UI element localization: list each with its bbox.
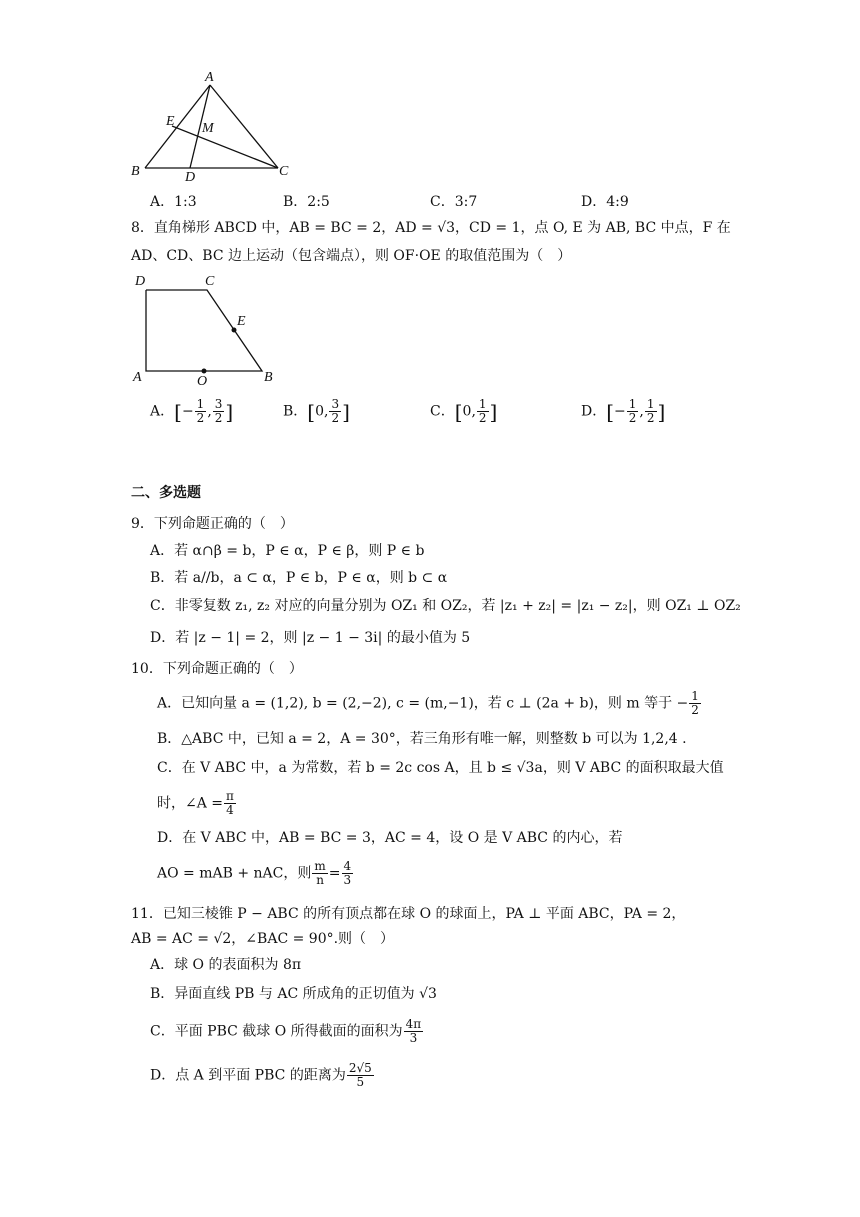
q10-a-text: A．已知向量 a = (1,2), b = (2,−2), c = (m,−1)，若 c ⊥ (2a + b)，则 m 等于 − (157, 695, 689, 712)
q9-option-c[interactable]: C．非零复数 z₁, z₂ 对应的向量分别为 OZ₁ 和 OZ₂，若 |z₁ + z₂| = |z₁ − z₂|，则 OZ₁ ⊥ OZ₂ (150, 598, 741, 614)
q8-label-D: D (135, 274, 146, 289)
q10-c-text: 时，∠A = (157, 795, 224, 812)
q8-option-a[interactable] (150, 398, 233, 425)
q7-label-A: A (205, 70, 214, 85)
q8-trapezoid-figure (0, 0, 860, 424)
q7-option-b[interactable]: B．2:5 (283, 194, 330, 210)
q10-stem: 10．下列命题正确的（ ） (131, 661, 303, 677)
q11-option-a[interactable]: A．球 O 的表面积为 8π (150, 957, 302, 973)
q7-label-B: B (131, 164, 140, 179)
left-bracket: [ (174, 399, 182, 424)
q11-option-d[interactable] (150, 1062, 375, 1089)
q8-c-frac: $\frac{1}{2}$ (478, 397, 487, 425)
q8-option-b[interactable] (283, 398, 350, 425)
q8-label-O: O (197, 374, 208, 389)
q8-b-label: B． (283, 403, 308, 420)
q7-option-c[interactable]: C．3:7 (430, 194, 478, 210)
section-title: 二、多选题 (131, 485, 201, 501)
left-bracket: [ (606, 399, 615, 424)
q9-option-b[interactable]: B．若 a//b，a ⊂ α，P ∈ b，P ∈ α，则 b ⊂ α (150, 570, 448, 586)
q10-option-c-line1[interactable]: C．在 V ABC 中，a 为常数，若 b = 2c cos A，且 b ≤ √3a，则 V ABC 的面积取最大值 (157, 760, 724, 776)
q7-label-E: E (166, 114, 175, 129)
left-bracket: [ (454, 399, 463, 424)
q8-option-d[interactable] (581, 398, 665, 425)
q8-stem-line2: AD、CD、BC 边上运动（包含端点），则 OF·OE 的取值范围为（ ） (131, 248, 572, 264)
q11-stem-line2: AB = AC = √2，∠BAC = 90°.则（ ） (131, 931, 395, 947)
q8-stem-line1: 8．直角梯形 ABCD 中，AB = BC = 2，AD = √3，CD = 1，点 O, E 为 AB, BC 中点，F 在 (131, 220, 731, 236)
q9-option-a[interactable]: A．若 α∩β = b，P ∈ α，P ∈ β，则 P ∈ b (150, 543, 425, 559)
q11-d-frac: $\frac{2√5}{5}$ (348, 1061, 372, 1089)
q11-c-frac: $\frac{4\pi}{3}$ (405, 1017, 422, 1045)
q10-d-frac-mn: $\frac{m}{n}$ (314, 859, 326, 887)
left-bracket: [ (307, 399, 316, 424)
q8-label-B: B (264, 370, 273, 385)
q8-d-frac2: $\frac{1}{2}$ (646, 397, 655, 425)
q8-c-left: 0, (462, 403, 476, 420)
q10-option-c-line2 (157, 790, 237, 817)
q10-a-frac: $\frac{1}{2}$ (691, 689, 699, 717)
q10-option-d-line1[interactable]: D．在 V ABC 中，AB = BC = 3，AC = 4，设 O 是 V ABC 的内心，若 (157, 830, 623, 846)
q8-label-E: E (237, 314, 246, 329)
q7-label-D: D (185, 170, 196, 185)
q11-c-text: C．平面 PBC 截球 O 所得截面的面积为 (150, 1023, 403, 1040)
q7-label-M: M (202, 121, 214, 136)
q8-a-frac1: $\frac{1}{2}$ (196, 397, 205, 425)
q11-d-text: D．点 A 到平面 PBC 的距离为 (150, 1067, 346, 1084)
q11-option-b[interactable]: B．异面直线 PB 与 AC 所成角的正切值为 √3 (150, 986, 437, 1002)
right-bracket: ] (225, 399, 234, 424)
q10-d-text: AO = mAB + nAC，则 (157, 865, 312, 882)
q10-d-eq: = (328, 865, 341, 882)
right-bracket: ] (489, 399, 498, 424)
q10-option-b[interactable]: B．△ABC 中，已知 a = 2，A = 30°，若三角形有唯一解，则整数 b 可以为 1,2,4 . (157, 731, 687, 747)
q8-d-sep: , (639, 403, 644, 420)
q8-b-left: 0, (315, 403, 329, 420)
q7-option-a[interactable]: A．1:3 (150, 194, 197, 210)
q8-d-frac1: $\frac{1}{2}$ (628, 397, 637, 425)
q8-a-label: A． (150, 403, 175, 420)
q9-stem: 9．下列命题正确的（ ） (131, 516, 294, 532)
q8-option-c[interactable] (430, 398, 497, 425)
q10-c-frac: $\frac{\pi}{4}$ (226, 789, 234, 817)
q8-a-minus: − (181, 403, 194, 420)
q11-stem-line1: 11．已知三棱锥 P − ABC 的所有顶点都在球 O 的球面上，PA ⊥ 平面 ABC，PA = 2， (131, 906, 686, 922)
q11-option-c[interactable] (150, 1018, 424, 1045)
right-bracket: ] (342, 399, 350, 424)
q7-option-d[interactable]: D．4:9 (581, 194, 629, 210)
q8-label-A: A (133, 370, 142, 385)
q8-b-frac: $\frac{3}{2}$ (331, 397, 340, 425)
q9-option-d[interactable]: D．若 |z − 1| = 2，则 |z − 1 − 3i| 的最小值为 5 (150, 630, 471, 646)
q10-option-a[interactable] (157, 690, 702, 717)
q10-d-frac-value: $\frac{4}{3}$ (343, 859, 352, 887)
right-bracket: ] (657, 399, 666, 424)
q8-d-minus: − (614, 403, 626, 420)
q8-label-C: C (205, 274, 215, 289)
q8-d-label: D． (581, 403, 607, 420)
q8-a-frac2: $\frac{3}{2}$ (214, 397, 223, 425)
q10-option-d-line2 (157, 860, 354, 887)
q8-a-sep: , (207, 403, 212, 420)
q7-label-C: C (279, 164, 289, 179)
q8-c-label: C． (430, 403, 455, 420)
